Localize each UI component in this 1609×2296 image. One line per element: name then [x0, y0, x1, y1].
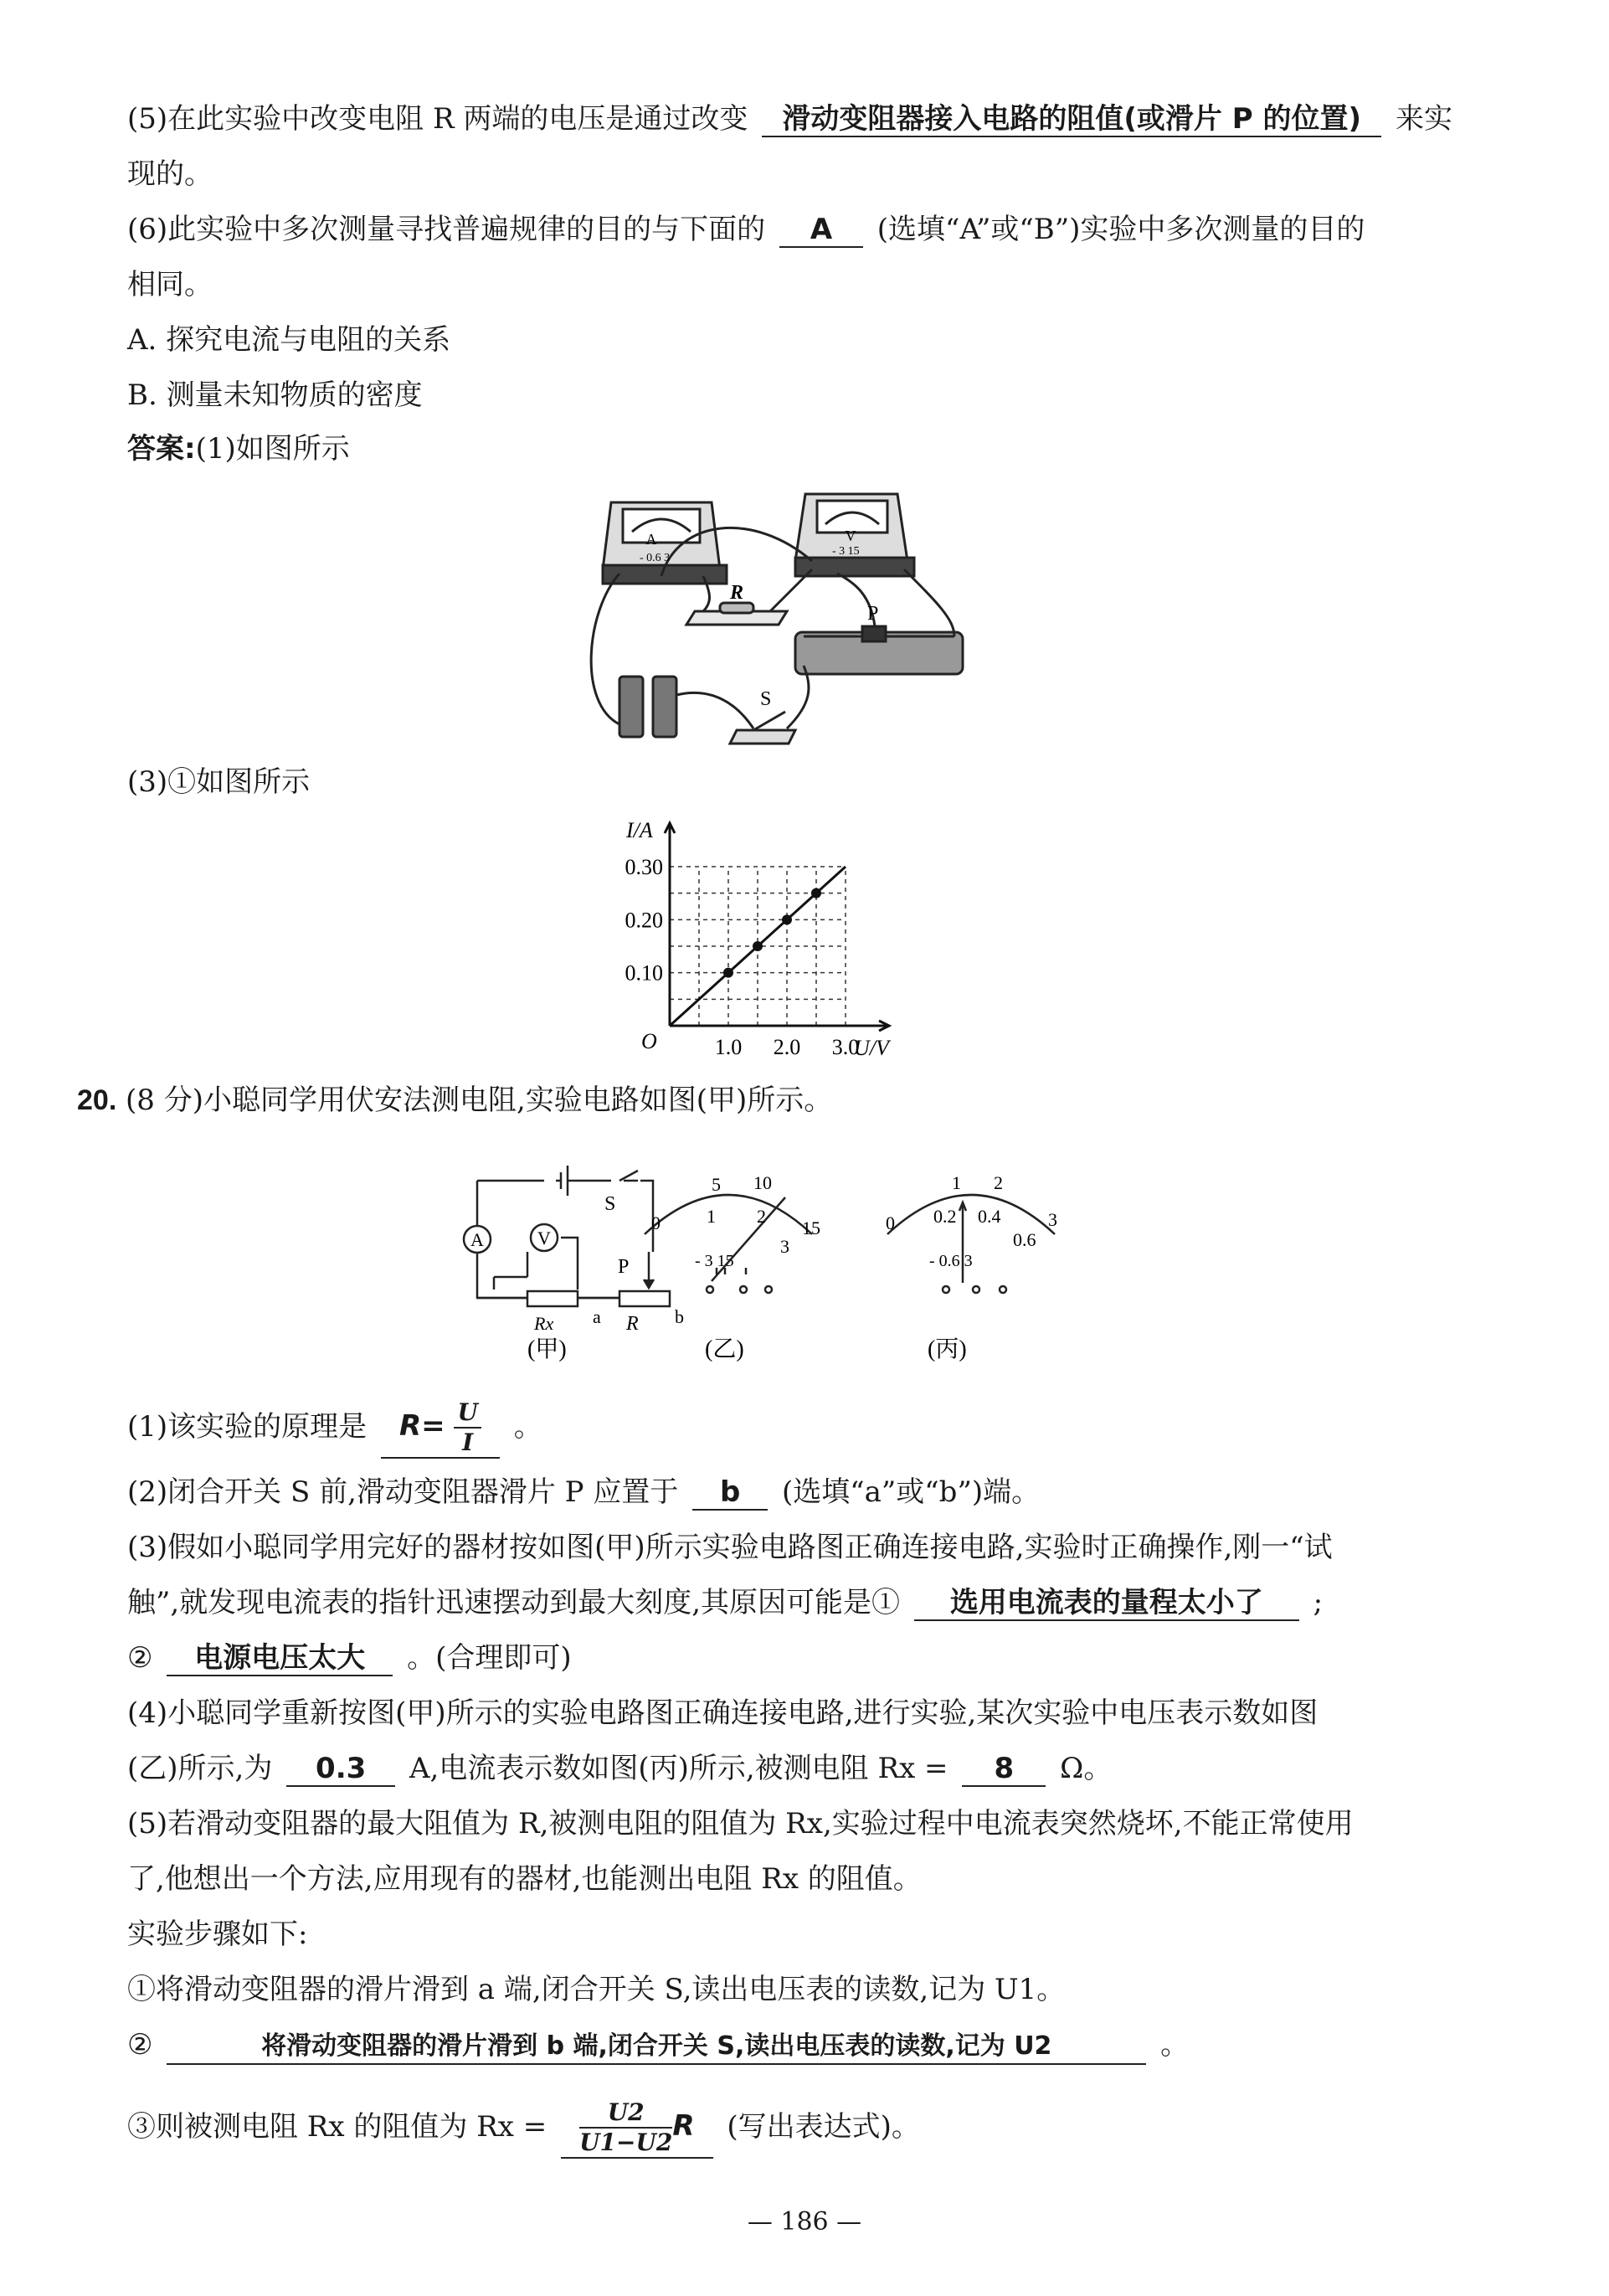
q19-p5-line — [127, 100, 1452, 137]
q20-step2 — [127, 2026, 1189, 2065]
answer-3: (3)①如图所示 — [127, 765, 311, 799]
x-tick-label: 3.0 — [831, 1035, 860, 1059]
q20-step3-num: U2 — [579, 2098, 672, 2129]
q20-step3 — [127, 2098, 920, 2159]
chart-origin-label: O — [641, 1029, 657, 1053]
q20-step2-answer: 将滑动变阻器的滑片滑到 b 端,闭合开关 S,读出电压表的读数,记为 U2 — [167, 2030, 1146, 2065]
x-tick-label: 1.0 — [714, 1035, 743, 1059]
q20-p3-l3-post: 。(合理即可) — [407, 1641, 572, 1675]
q20-p1-lhs: R= — [398, 1409, 445, 1443]
photo-ammeter-label: A — [645, 531, 657, 548]
photo-switch-label: S — [760, 688, 772, 710]
v-bot-0: 0 — [651, 1212, 661, 1233]
q19-p6-cont: 相同。 — [127, 268, 213, 301]
q20-p1-fraction — [454, 1398, 481, 1457]
a-bot-02: 0.2 — [933, 1206, 957, 1227]
y-axis — [665, 823, 675, 1026]
q20-p2 — [127, 1474, 1040, 1511]
photo-slider-label: P — [867, 603, 879, 625]
q19-option-b: B. 测量未知物质的密度 — [127, 378, 423, 412]
a-bot-04: 0.4 — [978, 1206, 1001, 1227]
schem-r: R — [626, 1313, 639, 1335]
q19-p6-answer: A — [779, 213, 863, 248]
q20-p3-l2 — [127, 1584, 1323, 1621]
q20-figure — [452, 1147, 1122, 1365]
schem-voltmeter: V — [537, 1228, 551, 1248]
q20-step3-pre: ③则被测电阻 Rx 的阻值为 Rx = — [127, 2110, 547, 2144]
a-bot-3: 3 — [1048, 1209, 1057, 1230]
schem-rx: Rx — [534, 1313, 554, 1334]
schem-ammeter: A — [470, 1229, 484, 1250]
a-top-1: 1 — [952, 1172, 961, 1193]
v-top-5: 5 — [712, 1174, 721, 1195]
y-tick-label: 0.10 — [625, 960, 663, 986]
q20-p3-answer1: 选用电流表的量程太小了 — [914, 1586, 1299, 1621]
chart-y-label: I/A — [626, 818, 653, 842]
data-point — [723, 968, 733, 978]
q19-p5-cont: 现的。 — [127, 157, 213, 191]
q20-p4-answer2: 8 — [962, 1752, 1046, 1787]
q20-p4-answer1: 0.3 — [286, 1752, 395, 1787]
q20-p3-l3-pre: ② — [127, 1641, 153, 1675]
schematic-circuit — [464, 1166, 670, 1306]
q20-p3-answer2: 电源电压太大 — [167, 1641, 393, 1676]
q20-p4-l2-pre: (乙)所示,为 — [127, 1752, 273, 1785]
q20-p4-l1: (4)小聪同学重新按图(甲)所示的实验电路图正确连接电路,进行实验,某次实验中电压表示数如图 — [127, 1696, 1319, 1730]
x-axis — [670, 1021, 889, 1031]
q20-step3-den: U1−U2 — [579, 2129, 673, 2156]
page-number: — 186 — — [747, 2207, 862, 2237]
caption-jia: (甲) — [527, 1336, 567, 1362]
q20-stem: (8 分)小聪同学用伏安法测电阻,实验电路如图(甲)所示。 — [126, 1084, 833, 1117]
caption-bing: (丙) — [928, 1336, 967, 1362]
data-point — [753, 941, 763, 951]
data-point — [811, 888, 821, 898]
q20-p2-post: (选填“a”或“b”)端。 — [782, 1475, 1041, 1509]
schem-a: a — [593, 1306, 601, 1327]
a-bot-0: 0 — [886, 1212, 895, 1233]
q20-p3-l1: (3)假如小聪同学用完好的器材按如图(甲)所示实验电路图正确连接电路,实验时正确操作,刚一“试 — [127, 1531, 1333, 1564]
q19-p5-post: 来实 — [1396, 102, 1452, 136]
q20-step3-fraction — [579, 2098, 672, 2157]
q20-p2-pre: (2)闭合开关 S 前,滑动变阻器滑片 P 应置于 — [127, 1475, 679, 1509]
q19-answer-line — [127, 430, 350, 467]
v-bot-1: 1 — [707, 1206, 716, 1227]
q20-p1-answer — [381, 1398, 500, 1459]
v-top-10: 10 — [753, 1172, 772, 1193]
q20-p4-l2 — [127, 1750, 1112, 1787]
q20-step3-r: R — [672, 2109, 695, 2143]
q20-p1-post: 。 — [513, 1410, 542, 1444]
photo-resistor-label: R — [730, 582, 744, 604]
x-tick-label: 2.0 — [773, 1035, 801, 1059]
a-bot-06: 0.6 — [1013, 1229, 1036, 1250]
q20-p1-den: I — [462, 1429, 474, 1456]
schem-slider: P — [618, 1256, 630, 1278]
q19-option-a: A. 探究电流与电阻的关系 — [127, 323, 451, 357]
a-terminals: - 0.6 3 — [929, 1252, 973, 1270]
iu-chart — [586, 812, 921, 1063]
q20-p5-l1: (5)若滑动变阻器的最大阻值为 R,被测电阻的阻值为 Rx,实验过程中电流表突然烧坏,不能正常使用 — [127, 1807, 1354, 1840]
q20-p3-l2-pre: 触”,就发现电流表的指针迅速摆动到最大刻度,其原因可能是① — [127, 1586, 900, 1619]
caption-yi: (乙) — [705, 1336, 744, 1362]
q19-p6-post: (选填“A”或“B”)实验中多次测量的目的 — [876, 213, 1365, 246]
q20-steps-label: 实验步骤如下: — [127, 1918, 308, 1951]
q19-p5-answer: 滑动变阻器接入电路的阻值(或滑片 P 的位置) — [762, 102, 1381, 137]
q20-step3-answer — [561, 2098, 712, 2159]
q20-p1 — [127, 1398, 542, 1459]
schem-b: b — [675, 1306, 684, 1327]
q20-p3-l2-post: ; — [1313, 1586, 1324, 1619]
q19-p6-line — [127, 211, 1365, 248]
data-point — [782, 914, 792, 924]
q20-p2-answer: b — [692, 1475, 768, 1511]
v-bot-2: 2 — [757, 1206, 766, 1227]
photo-ammeter-scale: - 0.6 3 — [640, 552, 671, 564]
v-bot-15: 15 — [802, 1217, 820, 1238]
q19-p5-pre: (5)在此实验中改变电阻 R 两端的电压是通过改变 — [127, 102, 748, 136]
q20-p1-num: U — [454, 1398, 481, 1429]
photo-voltmeter-scale: - 3 15 — [832, 545, 860, 558]
q20-p1-pre: (1)该实验的原理是 — [127, 1410, 368, 1444]
v-terminals: - 3 15 — [695, 1252, 734, 1270]
q20-p4-post: Ω。 — [1060, 1752, 1113, 1785]
q20-p5-l2: 了,他想出一个方法,应用现有的器材,也能测出电阻 Rx 的阻值。 — [127, 1862, 922, 1896]
schem-switch: S — [604, 1193, 616, 1215]
q20-p3-l3 — [127, 1640, 572, 1676]
q20-step2-post: 。 — [1160, 2028, 1190, 2062]
q20-number: 20. — [77, 1084, 117, 1116]
circuit-photo-illustration — [586, 486, 988, 762]
q20-step3-post: (写出表达式)。 — [727, 2110, 920, 2144]
answer-1: (1)如图所示 — [195, 432, 350, 466]
y-tick-label: 0.20 — [625, 908, 663, 933]
answer-label: 答案: — [127, 432, 196, 466]
y-tick-label: 0.30 — [625, 855, 663, 879]
chart-x-label: U/V — [854, 1036, 889, 1060]
a-top-2: 2 — [994, 1172, 1003, 1193]
q20-p4-mid: A,电流表示数如图(丙)所示,被测电阻 Rx = — [409, 1752, 948, 1785]
photo-voltmeter-label: V — [845, 528, 856, 544]
q20-step1: ①将滑动变阻器的滑片滑到 a 端,闭合开关 S,读出电压表的读数,记为 U1。 — [127, 1973, 1066, 2006]
q19-p6-pre: (6)此实验中多次测量寻找普遍规律的目的与下面的 — [127, 213, 766, 246]
v-bot-3: 3 — [780, 1236, 789, 1257]
q20-step2-pre: ② — [127, 2028, 153, 2062]
